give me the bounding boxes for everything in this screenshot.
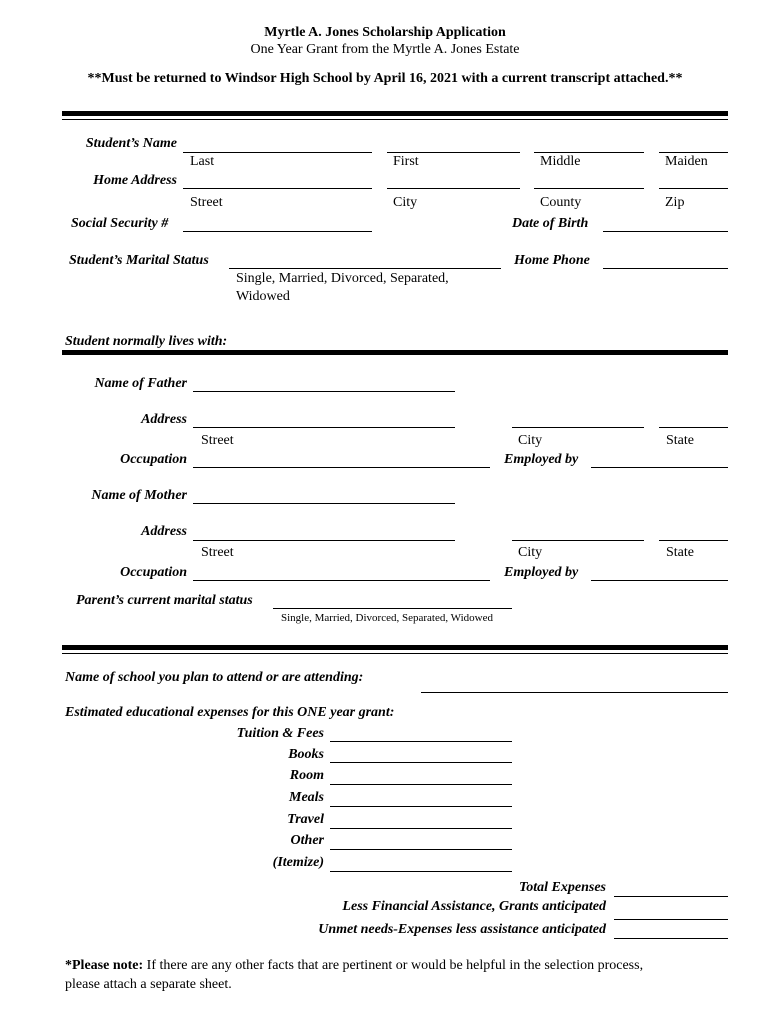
unmet-needs-label: Unmet needs-Expenses less assistance anticipated — [318, 922, 606, 937]
school-name-field[interactable] — [421, 692, 728, 693]
other-field[interactable] — [330, 849, 512, 850]
total-expenses-field[interactable] — [614, 896, 728, 897]
home-phone-field[interactable] — [603, 268, 728, 269]
father-occupation-label: Occupation — [120, 452, 187, 467]
tuition-field[interactable] — [330, 741, 512, 742]
street-caption: Street — [190, 195, 223, 210]
marital-options-line2: Widowed — [236, 289, 290, 304]
travel-field[interactable] — [330, 828, 512, 829]
father-street-field[interactable] — [193, 427, 455, 428]
dob-field[interactable] — [603, 231, 728, 232]
total-expenses-label: Total Expenses — [519, 880, 606, 895]
father-street-caption: Street — [201, 433, 234, 448]
marital-status-label: Student’s Marital Status — [69, 253, 209, 268]
section-divider — [62, 350, 728, 355]
mother-address-label: Address — [141, 524, 187, 539]
note-bold: *Please note: — [65, 958, 144, 973]
ssn-field[interactable] — [183, 231, 372, 232]
form-subtitle: One Year Grant from the Myrtle A. Jones Estate — [250, 42, 520, 57]
parent-marital-label: Parent’s current marital status — [76, 593, 253, 608]
room-field[interactable] — [330, 784, 512, 785]
travel-label: Travel — [287, 812, 324, 827]
note-text: If there are any other facts that are pertinent or would be helpful in the selection process, — [143, 958, 644, 973]
lives-with-label: Student normally lives with: — [65, 334, 228, 349]
father-employer-field[interactable] — [591, 467, 728, 468]
mother-occupation-field[interactable] — [193, 580, 490, 581]
itemize-field[interactable] — [330, 871, 512, 872]
marital-options-line1: Single, Married, Divorced, Separated, — [236, 271, 449, 286]
last-caption: Last — [190, 154, 215, 169]
return-notice: **Must be returned to Windsor High School by April 16, 2021 with a current transcript attached.** — [87, 71, 683, 86]
father-name-field[interactable] — [193, 391, 455, 392]
first-caption: First — [393, 154, 419, 169]
county-field[interactable] — [534, 188, 644, 189]
mother-state-field[interactable] — [659, 540, 728, 541]
home-address-label: Home Address — [93, 173, 177, 188]
expenses-label: Estimated educational expenses for this ONE year grant: — [65, 705, 395, 720]
meals-label: Meals — [289, 790, 324, 805]
footer-note-line1 — [65, 958, 643, 974]
middle-caption: Middle — [540, 154, 581, 169]
books-label: Books — [288, 747, 324, 762]
mother-city-field[interactable] — [512, 540, 644, 541]
mother-name-field[interactable] — [193, 503, 455, 504]
books-field[interactable] — [330, 762, 512, 763]
father-state-caption: State — [666, 433, 694, 448]
mother-city-caption: City — [518, 545, 543, 560]
father-state-field[interactable] — [659, 427, 728, 428]
father-city-caption: City — [518, 433, 543, 448]
mother-employed-label: Employed by — [504, 565, 579, 580]
ssn-label: Social Security # — [71, 216, 169, 231]
form-title: Myrtle A. Jones Scholarship Application — [264, 25, 506, 40]
home-phone-label: Home Phone — [514, 253, 590, 268]
city-field[interactable] — [387, 188, 520, 189]
maiden-caption: Maiden — [665, 154, 708, 169]
school-name-label: Name of school you plan to attend or are attending: — [65, 670, 364, 685]
mother-state-caption: State — [666, 545, 694, 560]
parent-marital-field[interactable] — [273, 608, 512, 609]
other-label: Other — [290, 833, 324, 848]
meals-field[interactable] — [330, 806, 512, 807]
itemize-label: (Itemize) — [272, 855, 324, 870]
father-occupation-field[interactable] — [193, 467, 490, 468]
street-field[interactable] — [183, 188, 372, 189]
footer-note-line2: please attach a separate sheet. — [65, 977, 232, 992]
mother-employer-field[interactable] — [591, 580, 728, 581]
maiden-name-field[interactable] — [659, 152, 728, 153]
middle-name-field[interactable] — [534, 152, 644, 153]
county-caption: County — [540, 195, 582, 210]
father-city-field[interactable] — [512, 427, 644, 428]
less-assistance-label: Less Financial Assistance, Grants anticipated — [342, 899, 606, 914]
less-assistance-field[interactable] — [614, 919, 728, 920]
marital-status-field[interactable] — [229, 268, 501, 269]
mother-name-label: Name of Mother — [91, 488, 187, 503]
mother-street-caption: Street — [201, 545, 234, 560]
mother-street-field[interactable] — [193, 540, 455, 541]
father-name-label: Name of Father — [94, 376, 187, 391]
student-name-label: Student’s Name — [85, 136, 177, 151]
room-label: Room — [289, 768, 324, 783]
unmet-needs-field[interactable] — [614, 938, 728, 939]
dob-label: Date of Birth — [512, 216, 589, 231]
section-divider — [62, 111, 728, 116]
city-caption: City — [393, 195, 418, 210]
tuition-label: Tuition & Fees — [236, 726, 324, 741]
section-divider-thin — [62, 653, 728, 654]
zip-caption: Zip — [665, 195, 685, 210]
last-name-field[interactable] — [183, 152, 372, 153]
parent-marital-options: Single, Married, Divorced, Separated, Widowed — [281, 612, 493, 624]
section-divider — [62, 645, 728, 650]
zip-field[interactable] — [659, 188, 728, 189]
mother-occupation-label: Occupation — [120, 565, 187, 580]
father-employed-label: Employed by — [504, 452, 579, 467]
section-divider-thin — [62, 119, 728, 120]
first-name-field[interactable] — [387, 152, 520, 153]
father-address-label: Address — [141, 412, 187, 427]
